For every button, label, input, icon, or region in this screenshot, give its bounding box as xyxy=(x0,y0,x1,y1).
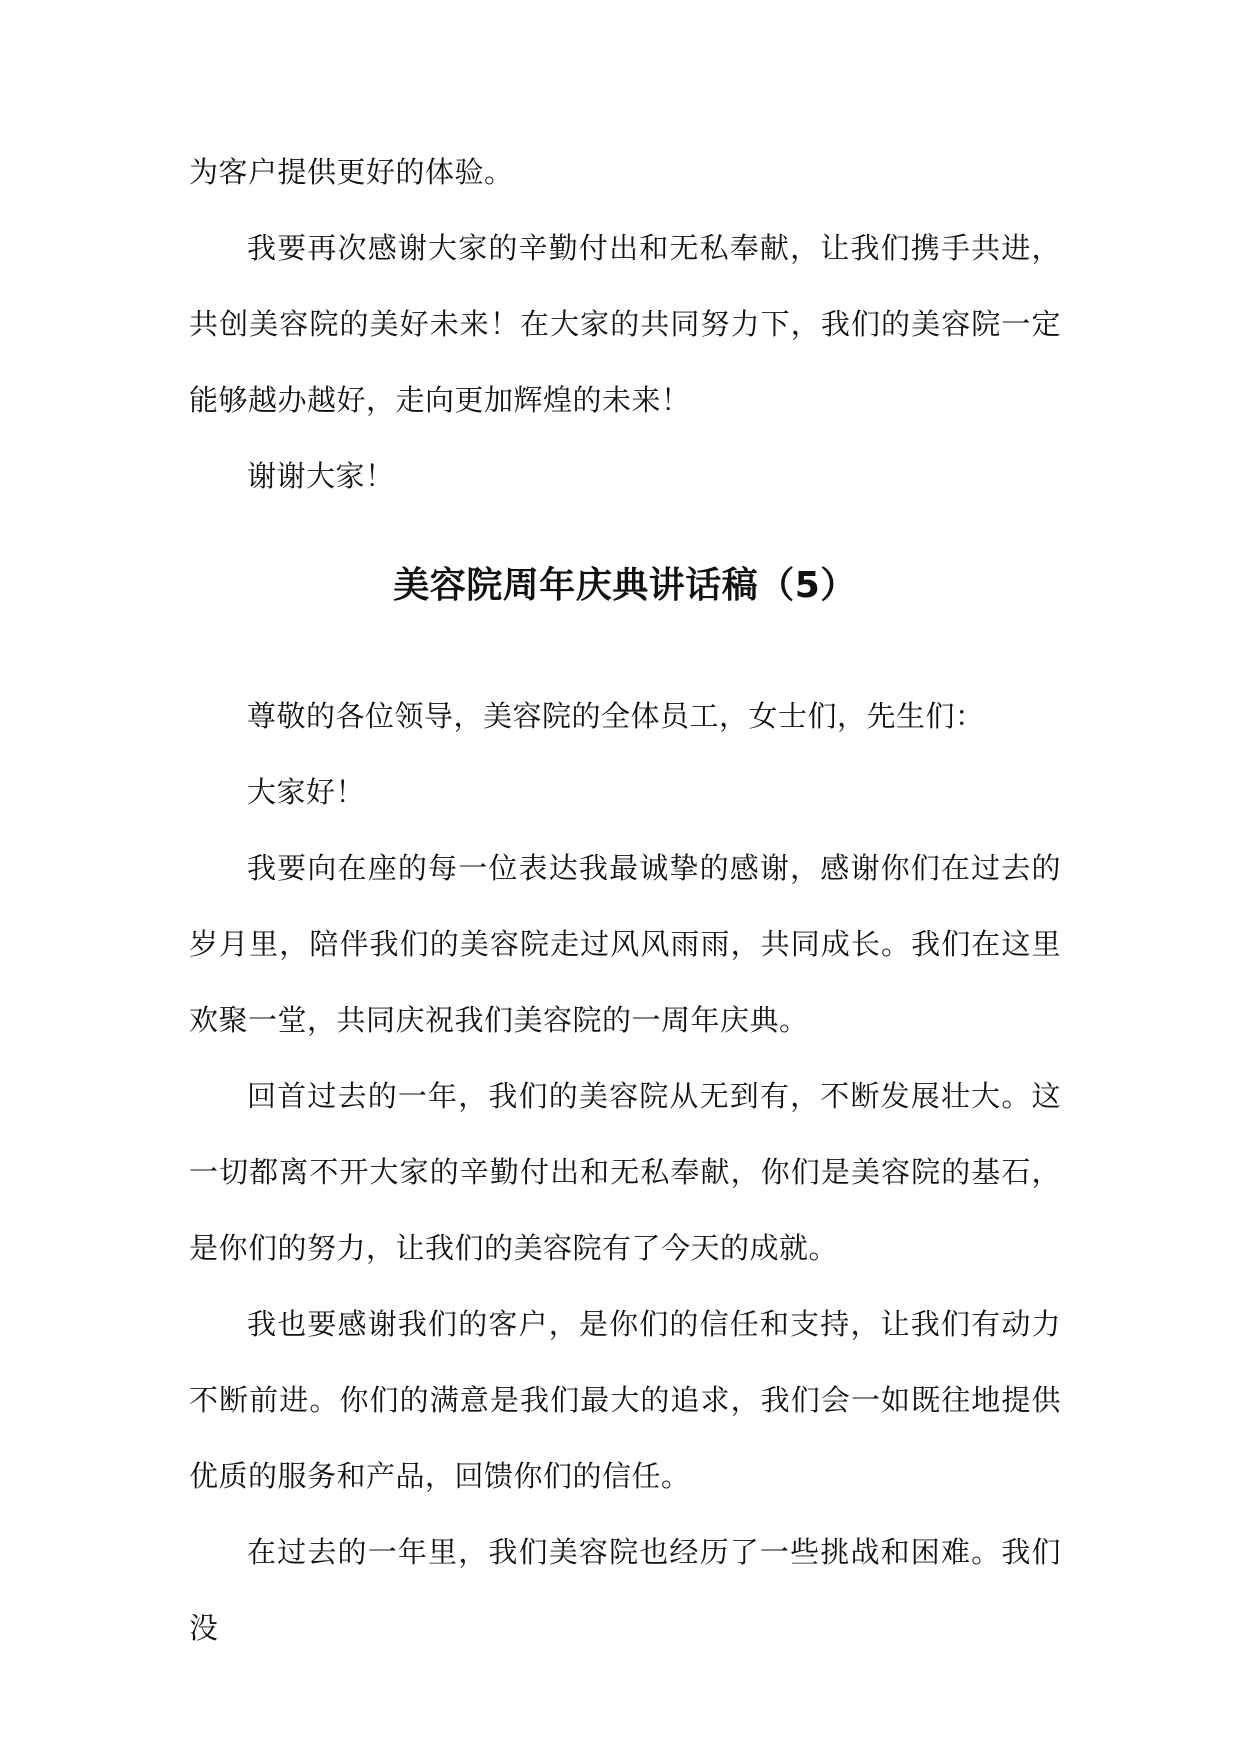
paragraph-review: 回首过去的一年，我们的美容院从无到有，不断发展壮大。这一切都离不开大家的辛勤付出和无私奉献，你们是美容院的基石，是你们的努力，让我们的美容院有了今天的成就。 xyxy=(189,1079,1061,1265)
paragraph-salutation: 尊敬的各位领导，美容院的全体员工，女士们，先生们： xyxy=(247,699,985,733)
paragraph-greeting: 大家好！ xyxy=(247,775,366,809)
paragraph-closing: 谢谢大家！ xyxy=(247,459,395,493)
paragraph-gratitude: 我要向在座的每一位表达我最诚挚的感谢，感谢你们在过去的岁月里，陪伴我们的美容院走过风风雨雨，共同成长。我们在这里欢聚一堂，共同庆祝我们美容院的一周年庆典。 xyxy=(189,851,1061,1037)
speech-body xyxy=(189,678,1061,1666)
previous-section-ending xyxy=(189,134,1061,514)
paragraph-challenges: 在过去的一年里，我们美容院也经历了一些挑战和困难。我们没 xyxy=(189,1535,1061,1645)
speech-title: 美容院周年庆典讲话稿（5） xyxy=(393,565,857,606)
paragraph-customers: 我也要感谢我们的客户，是你们的信任和支持，让我们有动力不断前进。你们的满意是我们最大的追求，我们会一如既往地提供优质的服务和产品，回馈你们的信任。 xyxy=(189,1307,1061,1493)
paragraph-continuation: 为客户提供更好的体验。 xyxy=(189,155,514,189)
paragraph-thanks: 我要再次感谢大家的辛勤付出和无私奉献，让我们携手共进，共创美容院的美好未来！在大家的共同努力下，我们的美容院一定能够越办越好，走向更加辉煌的未来！ xyxy=(189,231,1061,417)
